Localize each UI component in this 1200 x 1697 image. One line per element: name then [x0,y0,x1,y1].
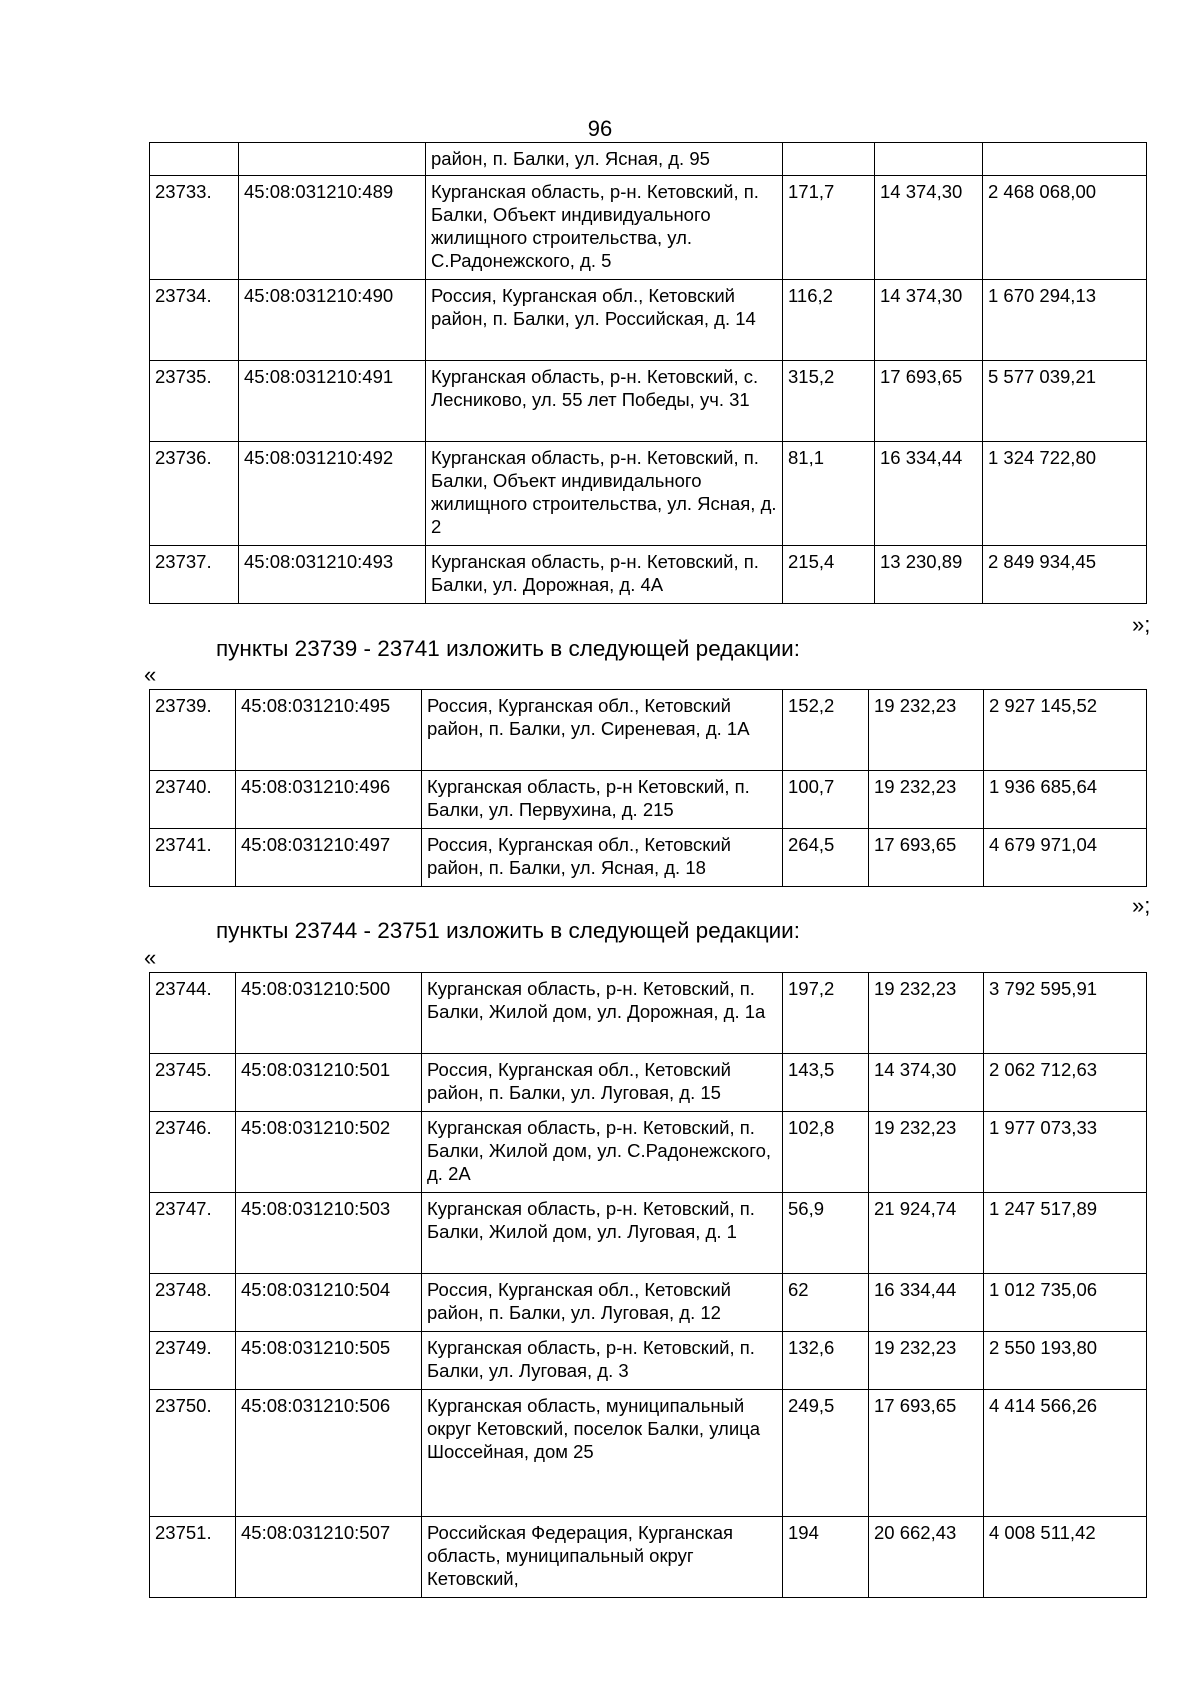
cell-row-number: 23748. [150,1274,236,1332]
cell-unit-price: 13 230,89 [875,546,983,604]
cell-unit-price: 16 334,44 [869,1274,984,1332]
cell-address: Курганская область, муниципальный округ Кетовский, поселок Балки, улица Шоссейная, дом 25 [422,1390,783,1517]
cell-cadastral-value: 2 468 068,00 [983,176,1147,280]
cell-cadastral-value: 1 936 685,64 [984,771,1147,829]
cell-cadastral-value: 4 414 566,26 [984,1390,1147,1517]
cell-unit-price: 19 232,23 [869,771,984,829]
cell-row-number: 23749. [150,1332,236,1390]
cell-unit-price: 17 693,65 [875,361,983,442]
cell-cadastral-number: 45:08:031210:504 [236,1274,422,1332]
cell-cadastral-value: 2 062 712,63 [984,1054,1147,1112]
cell-row-number [150,143,239,176]
cell-unit-price: 20 662,43 [869,1517,984,1598]
cell-area: 152,2 [783,690,869,771]
cell-cadastral-value: 1 977 073,33 [984,1112,1147,1193]
table-row [150,442,1147,546]
cell-cadastral-number: 45:08:031210:495 [236,690,422,771]
cell-address: Российская Федерация, Курганская область, муниципальный округ Кетовский, [422,1517,783,1598]
cell-area: 56,9 [783,1193,869,1274]
table-row [150,690,1147,771]
cell-cadastral-value: 1 670 294,13 [983,280,1147,361]
cell-unit-price: 17 693,65 [869,829,984,887]
cell-area: 171,7 [783,176,875,280]
table-row [150,1193,1147,1274]
cell-unit-price: 14 374,30 [875,280,983,361]
cell-address: Курганская область, р-н. Кетовский, п. Балки, Жилой дом, ул. С.Радонежского, д. 2А [422,1112,783,1193]
cell-area: 100,7 [783,771,869,829]
cell-area: 116,2 [783,280,875,361]
page-number: 96 [587,116,613,141]
cell-cadastral-number: 45:08:031210:491 [239,361,426,442]
cell-unit-price: 21 924,74 [869,1193,984,1274]
cell-cadastral-value: 3 792 595,91 [984,973,1147,1054]
cell-row-number: 23734. [150,280,239,361]
cell-address: Россия, Курганская обл., Кетовский район, п. Балки, ул. Ясная, д. 18 [422,829,783,887]
amendment-instruction-1: пункты 23739 - 23741 изложить в следующей редакции: [216,636,800,661]
cell-area: 143,5 [783,1054,869,1112]
cell-area: 197,2 [783,973,869,1054]
cell-row-number: 23744. [150,973,236,1054]
cell-unit-price: 14 374,30 [875,176,983,280]
cell-address: Курганская область, р-н. Кетовский, с. Лесниково, ул. 55 лет Победы, уч. 31 [426,361,783,442]
cell-row-number: 23740. [150,771,236,829]
cell-area: 264,5 [783,829,869,887]
cell-unit-price: 16 334,44 [875,442,983,546]
cell-cadastral-value: 2 849 934,45 [983,546,1147,604]
cell-address: Курганская область, р-н. Кетовский, п. Балки, ул. Дорожная, д. 4А [426,546,783,604]
closing-quote-1: »; [1132,612,1151,637]
cell-address: Россия, Курганская обл., Кетовский район, п. Балки, ул. Луговая, д. 15 [422,1054,783,1112]
cell-row-number: 23741. [150,829,236,887]
cell-unit-price: 19 232,23 [869,1112,984,1193]
cell-row-number: 23737. [150,546,239,604]
cell-cadastral-value: 4 008 511,42 [984,1517,1147,1598]
table-row [150,1517,1147,1598]
cell-row-number: 23745. [150,1054,236,1112]
cell-address: Курганская область, р-н. Кетовский, п. Балки, Объект индивидального жилищного строительства, ул. Ясная, д. 2 [426,442,783,546]
cell-cadastral-number: 45:08:031210:503 [236,1193,422,1274]
cell-row-number: 23750. [150,1390,236,1517]
cell-area: 194 [783,1517,869,1598]
table-row [150,1332,1147,1390]
cell-address: Россия, Курганская обл., Кетовский район, п. Балки, ул. Сиреневая, д. 1А [422,690,783,771]
cell-cadastral-number: 45:08:031210:502 [236,1112,422,1193]
cell-row-number: 23747. [150,1193,236,1274]
cell-cadastral-number: 45:08:031210:501 [236,1054,422,1112]
cell-address: Россия, Курганская обл., Кетовский район, п. Балки, ул. Луговая, д. 12 [422,1274,783,1332]
cell-cadastral-value: 4 679 971,04 [984,829,1147,887]
cell-area: 62 [783,1274,869,1332]
cell-cadastral-value: 1 247 517,89 [984,1193,1147,1274]
cell-address: район, п. Балки, ул. Ясная, д. 95 [426,143,783,176]
cell-unit-price: 19 232,23 [869,1332,984,1390]
cell-area: 132,6 [783,1332,869,1390]
cell-row-number: 23739. [150,690,236,771]
cell-row-number: 23735. [150,361,239,442]
property-table-2 [149,689,1147,887]
cell-cadastral-value: 2 927 145,52 [984,690,1147,771]
table-row [150,771,1147,829]
cell-cadastral-value: 2 550 193,80 [984,1332,1147,1390]
cell-cadastral-number: 45:08:031210:490 [239,280,426,361]
cell-cadastral-value: 1 324 722,80 [983,442,1147,546]
cell-cadastral-number: 45:08:031210:507 [236,1517,422,1598]
cell-cadastral-number: 45:08:031210:500 [236,973,422,1054]
table-row [150,829,1147,887]
opening-quote-1: « [144,662,157,687]
cell-row-number: 23751. [150,1517,236,1598]
cell-cadastral-value: 5 577 039,21 [983,361,1147,442]
property-table-3 [149,972,1147,1598]
cell-row-number: 23736. [150,442,239,546]
cell-area: 81,1 [783,442,875,546]
property-table-1 [149,142,1147,604]
cell-address: Курганская область, р-н. Кетовский, п. Балки, ул. Луговая, д. 3 [422,1332,783,1390]
opening-quote-2: « [144,945,157,970]
cell-area: 215,4 [783,546,875,604]
cell-area: 315,2 [783,361,875,442]
table-row [150,280,1147,361]
table-row [150,1274,1147,1332]
cell-unit-price: 14 374,30 [869,1054,984,1112]
cell-area: 249,5 [783,1390,869,1517]
cell-cadastral-value: 1 012 735,06 [984,1274,1147,1332]
cell-row-number: 23746. [150,1112,236,1193]
cell-unit-price: 19 232,23 [869,973,984,1054]
cell-area [783,143,875,176]
table-row [150,361,1147,442]
cell-unit-price: 19 232,23 [869,690,984,771]
cell-cadastral-number: 45:08:031210:505 [236,1332,422,1390]
closing-quote-2: »; [1132,893,1151,918]
cell-unit-price [875,143,983,176]
table-row [150,973,1147,1054]
cell-cadastral-number: 45:08:031210:496 [236,771,422,829]
cell-address: Курганская область, р-н. Кетовский, п. Балки, Объект индивидуального жилищного строительства, ул. С.Радонежского, д. 5 [426,176,783,280]
cell-address: Россия, Курганская обл., Кетовский район, п. Балки, ул. Российская, д. 14 [426,280,783,361]
cell-cadastral-number: 45:08:031210:493 [239,546,426,604]
cell-cadastral-number: 45:08:031210:497 [236,829,422,887]
amendment-instruction-2: пункты 23744 - 23751 изложить в следующей редакции: [216,918,800,943]
cell-cadastral-number: 45:08:031210:489 [239,176,426,280]
table-row [150,1112,1147,1193]
table-row [150,1390,1147,1517]
cell-address: Курганская область, р-н. Кетовский, п. Балки, Жилой дом, ул. Дорожная, д. 1а [422,973,783,1054]
cell-unit-price: 17 693,65 [869,1390,984,1517]
cell-cadastral-number [239,143,426,176]
table-row [150,176,1147,280]
table-row [150,143,1147,176]
cell-cadastral-number: 45:08:031210:506 [236,1390,422,1517]
cell-row-number: 23733. [150,176,239,280]
table-row [150,546,1147,604]
cell-cadastral-number: 45:08:031210:492 [239,442,426,546]
cell-address: Курганская область, р-н. Кетовский, п. Балки, Жилой дом, ул. Луговая, д. 1 [422,1193,783,1274]
cell-address: Курганская область, р-н Кетовский, п. Балки, ул. Первухина, д. 215 [422,771,783,829]
cell-cadastral-value [983,143,1147,176]
table-row [150,1054,1147,1112]
cell-area: 102,8 [783,1112,869,1193]
